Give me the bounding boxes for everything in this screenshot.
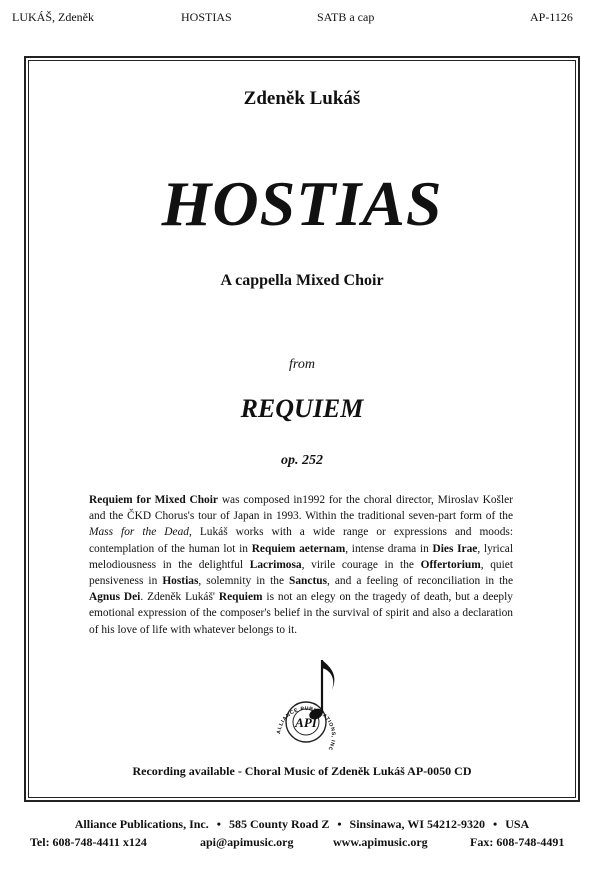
composer-name: Zdeněk Lukáš	[243, 88, 361, 109]
publisher-logo	[266, 654, 346, 750]
footer-tel: Tel: 608-748-4411 x124	[30, 835, 147, 849]
footer-country: USA	[505, 817, 530, 831]
header-title: HOSTIAS	[181, 10, 232, 24]
footer-city: Sinsinawa, WI 54212-9320	[349, 817, 486, 831]
footer-web: www.apimusic.org	[333, 835, 428, 849]
piece-title: HOSTIAS	[161, 168, 443, 239]
recording-note: Recording available - Choral Music of Zdeněk Lukáš AP-0050 CD	[132, 764, 472, 778]
header-composer: LUKÁŠ, Zdeněk	[12, 10, 94, 24]
footer-street: 585 County Road Z	[228, 817, 330, 831]
bullet-icon: •	[493, 817, 498, 831]
page-header	[0, 10, 604, 30]
description-paragraph: Requiem for Mixed Choir was composed in1992 for the choral director, Miroslav Košler and the ČKD Chorus's tour of Japan in 1993. Within the traditional seven-part form of the Mass for the Dead, Lukáš works with a wide range or expressions and moods: contemplation of the human lot in Requiem aeternam, intense drama in Dies Irae, lyrical melodiousness in the delightful Lacrimosa, virile courage in the Offertorium, quiet pensiveness in Hostias, solemnity in the Sanctus, and a feeling of reconciliation in the Agnus Dei. Zdeněk Lukáš' Requiem is not an elegy on the tragedy of death, but a deeply emotional expression of the composer's belief in the survival of spirit and also a declaration of his love of life with whatever belongs to it.	[89, 494, 514, 636]
svg-text:API: API	[295, 715, 317, 730]
footer-fax: Fax: 608-748-4491	[470, 835, 565, 849]
from-label: from	[289, 357, 315, 372]
header-catalog: AP-1126	[530, 10, 573, 24]
footer-email: api@apimusic.org	[200, 835, 294, 849]
opus-number: op. 252	[281, 453, 323, 468]
work-title: REQUIEM	[240, 394, 364, 423]
footer-publisher: Alliance Publications, Inc.	[74, 817, 209, 831]
footer-address-line	[0, 817, 604, 832]
svg-text:ALLIANCE PUBLICATIONS, INC.: ALLIANCE PUBLICATIONS, INC	[276, 705, 337, 750]
voicing-subtitle: A cappella Mixed Choir	[220, 272, 384, 289]
bullet-icon: •	[337, 817, 342, 831]
bullet-icon: •	[216, 817, 221, 831]
header-voicing: SATB a cap	[317, 10, 375, 24]
